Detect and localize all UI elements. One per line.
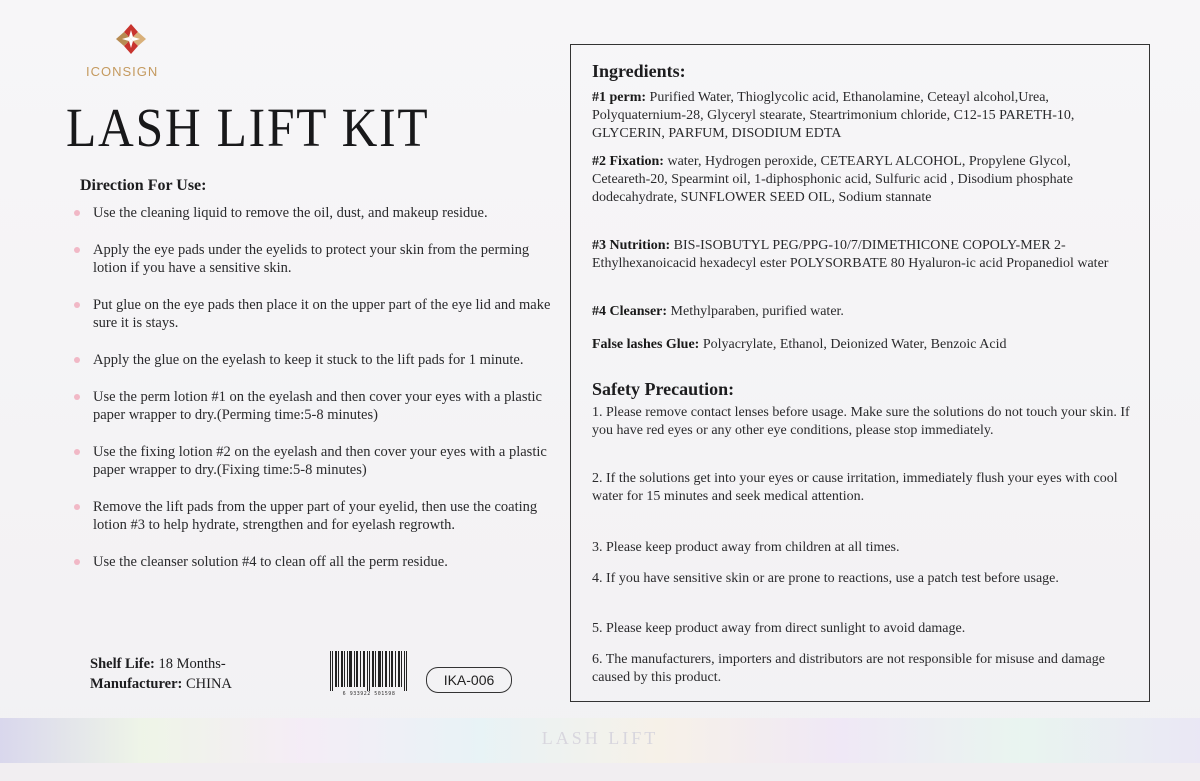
brand-logo xyxy=(80,20,190,95)
manufacturer xyxy=(90,674,232,694)
safety-item: 4. If you have sensitive skin or are prone to reactions, use a patch test before usage. xyxy=(592,571,1059,586)
ingredient-text: water, Hydrogen peroxide, CETEARYL ALCOHOL, Propylene Glycol, Ceteareth-20, Spearmint oil, 1-diphosphonic acid, Sulfuric acid , Disodium phosphate dodecahydrate, SUNFLOWER SEED OIL, Sodium stannate xyxy=(592,154,1073,205)
direction-step xyxy=(74,553,554,571)
brand-name: ICONSIGN xyxy=(86,64,159,79)
diamond-star-icon xyxy=(116,24,146,54)
ingredient-entry xyxy=(592,336,1130,354)
direction-step-text: Use the cleanser solution #4 to clean off all the perm residue. xyxy=(93,554,448,570)
ingredient-entry xyxy=(592,153,1130,207)
direction-step xyxy=(74,351,554,369)
safety-item: 6. The manufacturers, importers and distributors are not responsible for misuse and damage caused by this product. xyxy=(592,652,1105,685)
ingredient-entry xyxy=(592,237,1130,273)
direction-step-text: Apply the eye pads under the eyelids to protect your skin from the perming lotion if you have a sensitive skin. xyxy=(93,242,530,276)
direction-step xyxy=(74,204,554,222)
safety-item: 3. Please keep product away from children at all times. xyxy=(592,540,900,555)
safety-item: 2. If the solutions get into your eyes or cause irritation, immediately flush your eyes with cool water for 15 minutes and seek medical attention. xyxy=(592,471,1118,504)
bullet-dot-icon xyxy=(74,210,80,216)
bullet-dot-icon xyxy=(74,357,80,363)
product-title: LASH LIFT KIT xyxy=(66,97,430,158)
shelf-life xyxy=(90,654,232,674)
direction-step xyxy=(74,296,554,332)
bullet-dot-icon xyxy=(74,449,80,455)
holographic-band-text: LASH LIFT xyxy=(541,728,659,748)
direction-step xyxy=(74,388,554,424)
ingredient-label: #3 Nutrition: xyxy=(592,238,671,253)
direction-step xyxy=(74,241,554,277)
direction-step xyxy=(74,443,554,479)
direction-step-text: Apply the glue on the eyelash to keep it stuck to the lift pads for 1 minute. xyxy=(93,352,524,368)
card-bottom-edge xyxy=(0,763,1200,781)
shelf-life-label: Shelf Life: xyxy=(90,656,155,672)
ingredient-text: BIS-ISOBUTYL PEG/PPG-10/7/DIMETHICONE COPOLY-MER 2-Ethylhexanoicacid hexadecyl ester POLYSORBATE 80 Hyaluron-ic acid Propanediol water xyxy=(592,238,1109,271)
ingredient-entry xyxy=(592,303,1130,321)
bullet-dot-icon xyxy=(74,559,80,565)
ingredient-label: #4 Cleanser: xyxy=(592,304,668,319)
ingredient-text: Methylparaben, purified water. xyxy=(670,304,844,319)
direction-step xyxy=(74,498,554,534)
direction-step-text: Use the perm lotion #1 on the eyelash and then cover your eyes with a plastic paper wrapper to dry.(Perming time:5-8 minutes) xyxy=(93,389,542,423)
bullet-dot-icon xyxy=(74,302,80,308)
ingredient-label: False lashes Glue: xyxy=(592,337,700,352)
safety-heading: Safety Precaution: xyxy=(592,379,735,399)
direction-step-text: Use the fixing lotion #2 on the eyelash and then cover your eyes with a plastic paper wrapper to dry.(Fixing time:5-8 minutes) xyxy=(93,444,547,478)
safety-item: 1. Please remove contact lenses before usage. Make sure the solutions do not touch your skin. If you have red eyes or any other eye conditions, please stop immediately. xyxy=(592,405,1130,438)
manufacturer-label: Manufacturer: xyxy=(90,676,183,692)
bullet-dot-icon xyxy=(74,504,80,510)
sku-badge: IKA-006 xyxy=(426,667,512,693)
ingredient-text: Polyacrylate, Ethanol, Deionized Water, Benzoic Acid xyxy=(702,337,1007,352)
bullet-dot-icon xyxy=(74,247,80,253)
product-info xyxy=(90,654,232,694)
barcode-digits: 6 933922 501598 xyxy=(342,691,396,697)
directions-heading: Direction For Use: xyxy=(80,177,207,194)
barcode xyxy=(328,651,410,699)
ingredients-heading: Ingredients: xyxy=(592,61,686,81)
safety-item: 5. Please keep product away from direct sunlight to avoid damage. xyxy=(592,621,966,636)
direction-step-text: Put glue on the eye pads then place it on the upper part of the eye lid and make sure it is stays. xyxy=(93,297,551,331)
barcode-icon xyxy=(328,651,410,691)
ingredient-label: #1 perm: xyxy=(592,90,647,105)
bullet-dot-icon xyxy=(74,394,80,400)
shelf-life-value: 18 Months- xyxy=(158,656,226,672)
directions-list xyxy=(74,204,554,590)
ingredients-box xyxy=(570,44,1150,702)
direction-step-text: Remove the lift pads from the upper part of your eyelid, then use the coating lotion #3 to help hydrate, strengthen and for eyelash regrowth. xyxy=(93,499,538,533)
direction-step-text: Use the cleaning liquid to remove the oil, dust, and makeup residue. xyxy=(93,205,488,221)
ingredient-text: Purified Water, Thioglycolic acid, Ethanolamine, Ceteayl alcohol,Urea, Polyquaternium-28, Glyceryl stearate, Steartrimonium chloride, C12-15 PARETH-10, GLYCERIN, PARFUM, DISODIUM EDTA xyxy=(592,90,1075,141)
ingredient-entry xyxy=(592,89,1130,143)
ingredient-label: #2 Fixation: xyxy=(592,154,664,169)
manufacturer-value: CHINA xyxy=(185,676,232,692)
